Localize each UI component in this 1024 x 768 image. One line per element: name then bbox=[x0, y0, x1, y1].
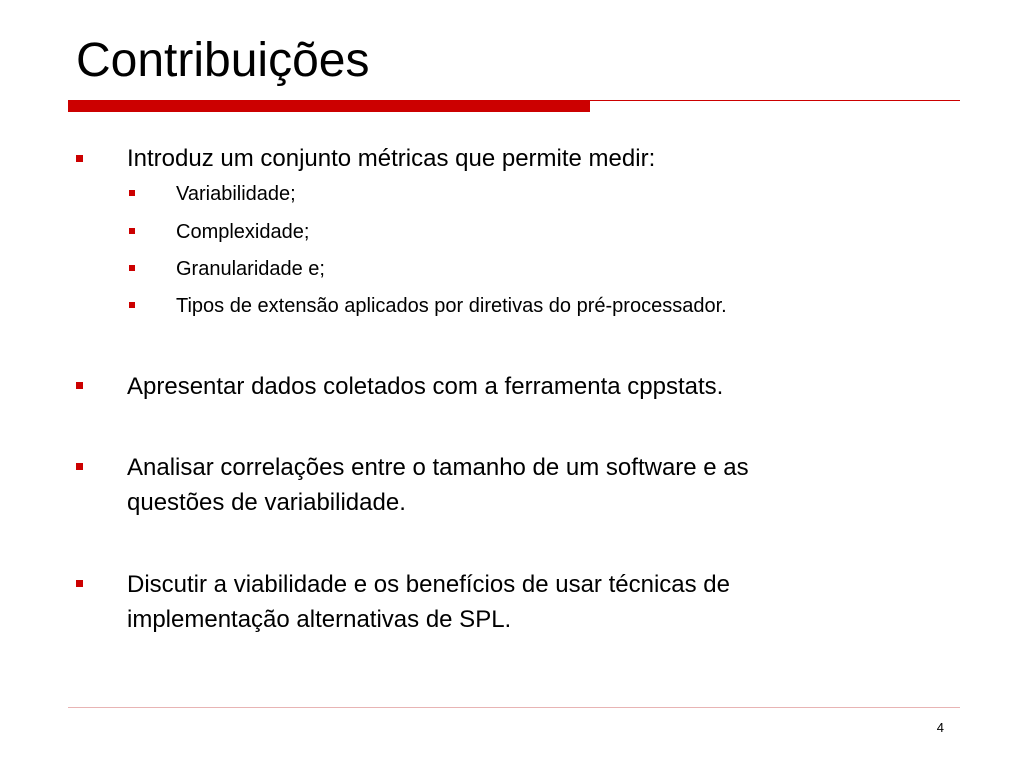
bullet-text-line: implementação alternativas de SPL. bbox=[127, 606, 512, 633]
bullet-text-line: questões de variabilidade. bbox=[127, 489, 406, 516]
title-underline-thin bbox=[590, 100, 960, 101]
slide-title: Contribuições bbox=[76, 34, 370, 87]
red-square-bullet-icon bbox=[129, 302, 135, 308]
title-underline-thick bbox=[68, 100, 590, 112]
red-square-bullet-icon bbox=[76, 382, 83, 389]
sub-bullet-text: Complexidade; bbox=[176, 221, 310, 243]
red-square-bullet-icon bbox=[129, 190, 135, 196]
sub-bullet-text: Tipos de extensão aplicados por diretivas do pré-processador. bbox=[176, 295, 727, 317]
bullet-text: Introduz um conjunto métricas que permite medir: bbox=[127, 145, 656, 172]
bullet-text-line: Analisar correlações entre o tamanho de um software e as bbox=[127, 454, 749, 481]
red-square-bullet-icon bbox=[76, 155, 83, 162]
page-number: 4 bbox=[936, 720, 944, 735]
red-square-bullet-icon bbox=[129, 265, 135, 271]
footer-divider bbox=[68, 707, 960, 708]
bullet-text: Apresentar dados coletados com a ferramenta cppstats. bbox=[127, 373, 724, 400]
sub-bullet-text: Granularidade e; bbox=[176, 258, 325, 280]
sub-bullet-text: Variabilidade; bbox=[176, 183, 296, 205]
red-square-bullet-icon bbox=[76, 463, 83, 470]
red-square-bullet-icon bbox=[76, 580, 83, 587]
bullet-text-line: Discutir a viabilidade e os benefícios de usar técnicas de bbox=[127, 571, 730, 598]
red-square-bullet-icon bbox=[129, 228, 135, 234]
